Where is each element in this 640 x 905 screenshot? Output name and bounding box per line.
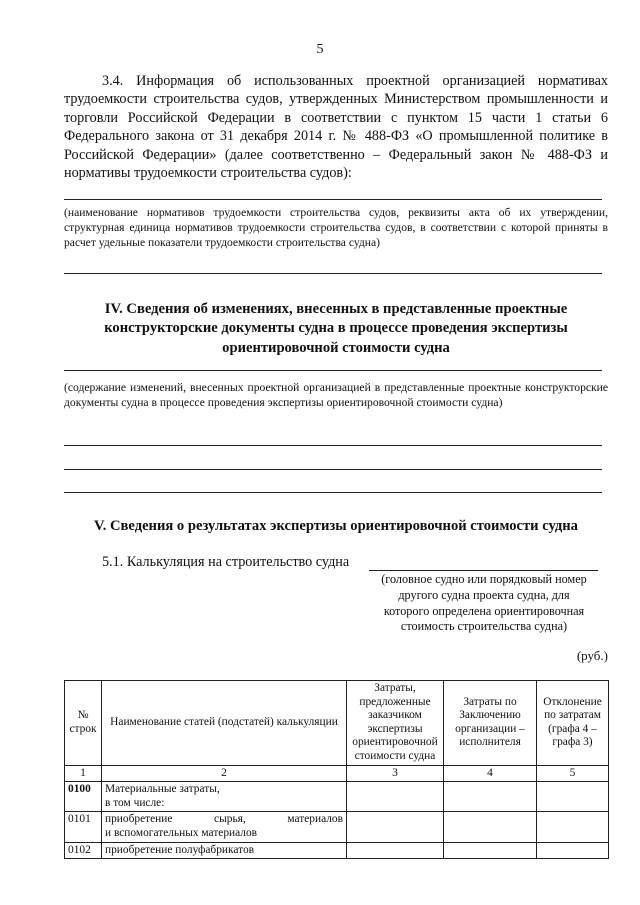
fill-line xyxy=(369,570,598,571)
header-contractor-costs: Затраты по Заключению организации – исполнителя xyxy=(444,681,537,766)
row-name xyxy=(102,812,347,842)
fill-line xyxy=(64,199,602,200)
row-code: 0102 xyxy=(65,842,102,859)
caption-line: стоимость строительства судна) xyxy=(400,619,568,634)
cell-customer-costs xyxy=(347,782,444,812)
row-code: 0100 xyxy=(65,782,102,812)
section-3-4-note: (наименование нормативов трудоемкости строительства судов, реквизиты акта об их утверждении, структурная единица нормативов трудоемкости строительства судов, в соответствии с которой приняты в расчет удельные показатели трудоемкости строительства судна) xyxy=(64,206,608,250)
row-name-word: материалов xyxy=(287,813,343,826)
row-name-word: приобретение xyxy=(105,813,173,826)
row-name xyxy=(102,842,347,859)
item-5-1-caption xyxy=(360,572,608,635)
cell-deviation xyxy=(537,782,609,812)
section-v-heading: V. Сведения о результатах экспертизы ориентировочной стоимости судна xyxy=(94,518,578,534)
row-name-line: в том числе: xyxy=(105,796,165,809)
calculation-table xyxy=(64,680,609,859)
column-number: 3 xyxy=(347,765,444,782)
row-code: 0101 xyxy=(65,812,102,842)
column-number: 4 xyxy=(444,765,537,782)
fill-line xyxy=(64,492,602,493)
cell-deviation xyxy=(537,812,609,842)
row-name-line: Материальные затраты, xyxy=(105,783,220,796)
table-header-row xyxy=(65,681,609,766)
row-name-line xyxy=(105,813,343,827)
header-customer-costs: Затраты, предложенные заказчиком экспертизы ориентировочной стоимости судна xyxy=(347,681,444,766)
item-5-1-label: 5.1. Калькуляция на строительство судна xyxy=(102,554,350,570)
unit-label: (руб.) xyxy=(576,648,608,663)
heading-line: IV. Сведения об изменениях, внесенных в представленные проектные xyxy=(104,301,568,317)
column-number: 1 xyxy=(65,765,102,782)
column-number: 2 xyxy=(102,765,347,782)
row-name-line: и вспомогательных материалов xyxy=(105,826,258,839)
heading-line: конструкторские документы судна в процессе проведения экспертизы xyxy=(104,320,568,337)
caption-line: (головное судно или порядковый номер xyxy=(381,572,587,586)
section-iv-note: (содержание изменений, внесенных проектной организацией в представленные проектные конструкторские документы судна в процессе проведения экспертизы ориентировочной стоимости судна) xyxy=(64,381,608,410)
section-iv-heading xyxy=(64,300,608,358)
header-deviation: Отклонение по затратам (графа 4 – графа 3) xyxy=(537,681,609,766)
header-row-number: № строк xyxy=(65,681,102,766)
row-name-word: сырья, xyxy=(214,813,246,826)
row-name xyxy=(102,782,347,812)
cell-contractor-costs xyxy=(444,842,537,859)
caption-line: другого судна проекта судна, для xyxy=(398,587,570,602)
table-row xyxy=(65,782,609,812)
fill-line xyxy=(64,273,602,274)
cell-customer-costs xyxy=(347,842,444,859)
cell-customer-costs xyxy=(347,812,444,842)
cell-deviation xyxy=(537,842,609,859)
header-item-name: Наименование статей (подстатей) калькуляции xyxy=(102,681,347,766)
table-row xyxy=(65,842,609,859)
table-column-numbers-row xyxy=(65,765,609,782)
caption-line: которого определена ориентировочная xyxy=(383,603,585,618)
section-3-4-paragraph: 3.4. Информация об использованных проектной организацией нормативах трудоемкости строительства судов, утвержденных Министерством промышленности и торговли Российской Федерации в соответствии с пунктом 15 части 1 статьи 6 Федерального закона от 31 декабря 2014 г. № 488-ФЗ «О промышленной политике в Российской Федерации» (далее соответственно – Федеральный закон № 488-ФЗ и нормативы трудоемкости строительства судов): xyxy=(64,73,608,182)
table-row xyxy=(65,812,609,842)
column-number: 5 xyxy=(537,765,609,782)
cell-contractor-costs xyxy=(444,812,537,842)
fill-line xyxy=(64,445,602,446)
heading-line: ориентировочной стоимости судна xyxy=(222,339,450,356)
row-name-line: приобретение полуфабрикатов xyxy=(105,843,255,856)
fill-line xyxy=(64,469,602,470)
page-number: 5 xyxy=(316,42,324,57)
fill-line xyxy=(64,370,602,371)
cell-contractor-costs xyxy=(444,782,537,812)
